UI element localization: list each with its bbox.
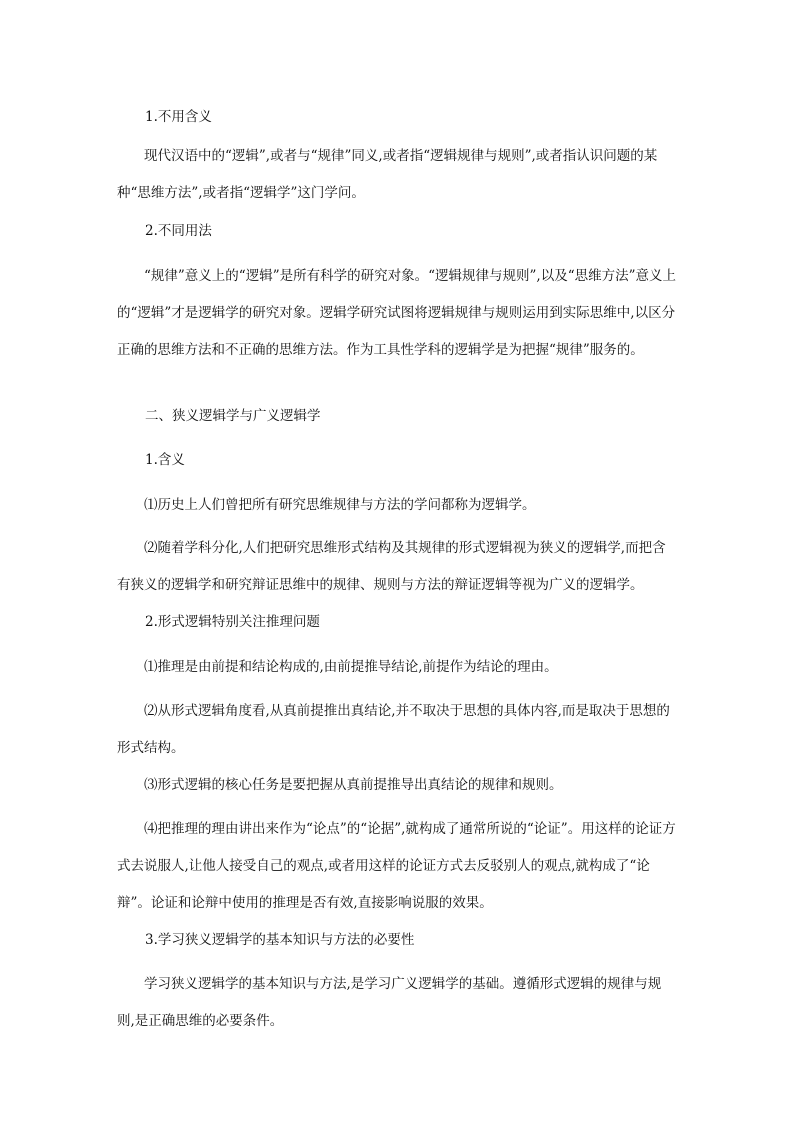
paragraph-history-logic: ⑴历史上人们曾把所有研究思维规律与方法的学问都称为逻辑学。 xyxy=(144,497,536,513)
heading-1-meaning: 1.含义 xyxy=(145,452,185,468)
paragraph-formal-perspective: ⑵从形式逻辑角度看,从真前提推出真结论,并不取决于思想的具体内容,而是取决于思想的形式结构。 xyxy=(117,703,670,756)
heading-2-formal-logic-inference: 2.形式逻辑特别关注推理问题 xyxy=(145,614,320,630)
heading-2-different-usage: 2.不同用法 xyxy=(145,223,212,239)
paragraph-inference-structure: ⑴推理是由前提和结论构成的,由前提推导结论,前提作为结论的理由。 xyxy=(144,659,558,675)
paragraph-law-meaning: “规律”意义上的“逻辑”是所有科学的研究对象。“逻辑规律与规则”,以及“思维方法”意义上的“逻辑”才是逻辑学的研究对象。逻辑学研究试图将逻辑规律与规则运用到实际思维中,以区分正确的思维方法和不正确的思维方法。作为工具性学科的逻辑学是为把握“规律”服务的。 xyxy=(117,268,677,358)
paragraph-core-task: ⑶形式逻辑的核心任务是要把握从真前提推导出真结论的规律和规则。 xyxy=(144,777,563,793)
paragraph-modern-chinese-logic: 现代汉语中的“逻辑”,或者与“规律”同义,或者指“逻辑规律与规则”,或者指认识问题的某种“思维方法”,或者指“逻辑学”这门学问。 xyxy=(117,148,658,201)
heading-3-necessity: 3.学习狭义逻辑学的基本知识与方法的必要性 xyxy=(145,932,415,948)
paragraph-argument-debate: ⑷把推理的理由讲出来作为“论点”的“论据”,就构成了通常所说的“论证”。用这样的论证方式去说服人,让他人接受自己的观点,或者用这样的论证方式去反驳别人的观点,就构成了“论辩”。论证和论辩中使用的推理是否有效,直接影响说服的效果。 xyxy=(117,821,676,911)
heading-narrow-broad-logic: 二、狭义逻辑学与广义逻辑学 xyxy=(145,408,321,424)
paragraph-study-foundation: 学习狭义逻辑学的基本知识与方法,是学习广义逻辑学的基础。遵循形式逻辑的规律与规则,是正确思维的必要条件。 xyxy=(117,976,662,1029)
paragraph-subject-division: ⑵随着学科分化,人们把研究思维形式结构及其规律的形式逻辑视为狭义的逻辑学,而把含有狭义的逻辑学和研究辩证思维中的规律、规则与方法的辩证逻辑等视为广义的逻辑学。 xyxy=(117,540,666,593)
heading-1-usage-meaning: 1.不用含义 xyxy=(145,109,212,125)
